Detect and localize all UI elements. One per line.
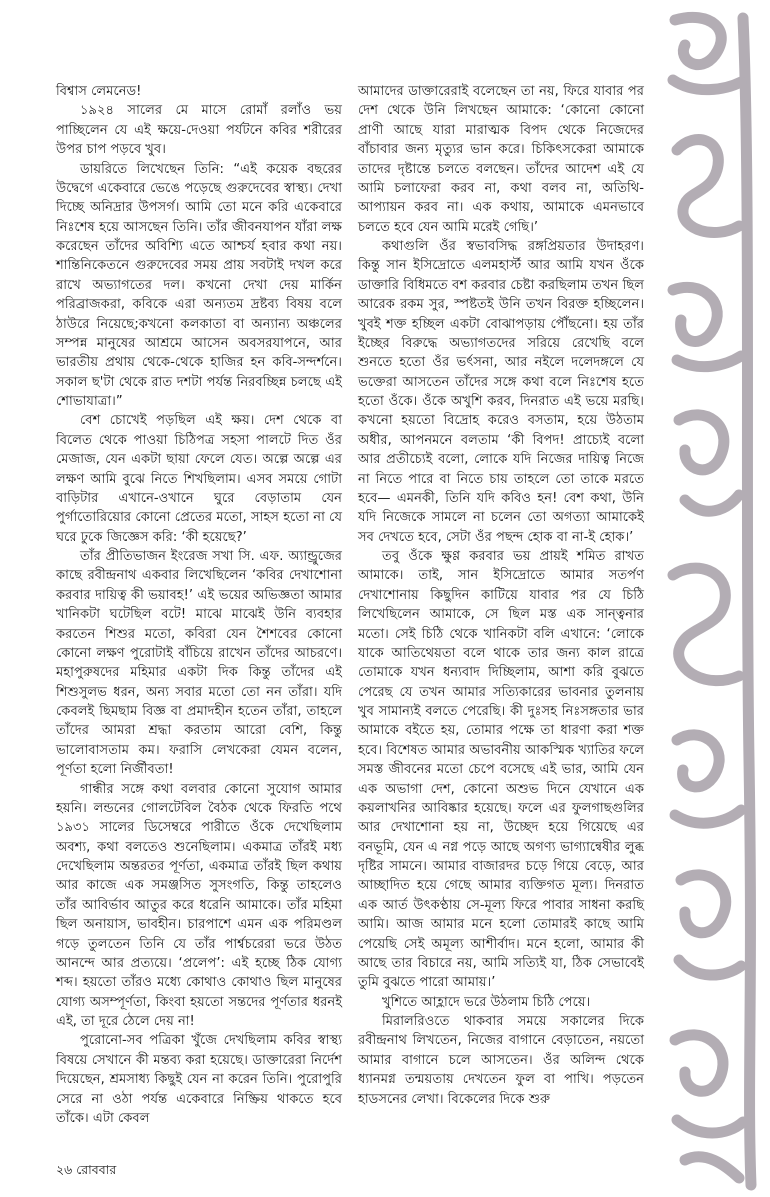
article-column-right bbox=[358, 82, 644, 1109]
paragraph: পুরোনো-সব পত্রিকা খুঁজে দেখছিলাম কবির স্বাস্থ্য বিষয়ে সেখানে কী মন্তব্য করা হয়েছে। ডাক্তারেরা নির্দেশ দিয়েছেন, শ্রমসাধ্য কিছুই যেন না করেন তিনি। পুরোপুরি সেরে না ওঠা পর্যন্ত একেবারে নিষ্ক্রিয় থাকতে হবে তাঁকে। এটা কেবল bbox=[56, 1033, 342, 1126]
paragraph: খুশিতে আহ্লাদে ভরে উঠলাম চিঠি পেয়ে। bbox=[382, 994, 591, 1010]
paragraph: তবু ওঁকে ক্ষুণ্ণ করবার ভয় প্রায়ই শমিত রাখত আমাকে। তাই, সান ইসিদ্রোতে আমার সতর্পণ দেখাশোনায় কিছুদিন কাটিয়ে যাবার পর যে চিঠি লিখেছিলেন আমাকে, সে ছিল মস্ত এক সান্ত্বনার মতো। সেই চিঠি থেকে খানিকটা বলি এখানে: ‘লোকে যাকে আতিথেয়তা বলে থাকে তার জন্য কাল রাত্রে তোমাকে যখন ধন্যবাদ দিচ্ছিলাম, আশা করি বুঝতে পেরেছ যে তখন আমার সত্যিকারের ভাবনার তুলনায় খুব সামান্যই বলতে পেরেছি। কী দুঃসহ নিঃসঙ্গতার ভার আমাকে বইতে হয়, তোমার পক্ষে তা ধারণা করা শক্ত হবে। বিশেষত আমার অভাবনীয় আকস্মিক খ্যাতির ফলে সমস্ত জীবনের মতো চেপে বসেছে এই ভার, আমি যেন এক অভাগা দেশ, কোনো অশুভ দিনে যেখানে এক কয়লাখনির আবিষ্কার হয়েছে। ফলে এর ফুলগাছগুলির আর দেখাশোনা হয় না, উচ্ছেদ হয়ে গিয়েছে এর বনভূমি, যেন এ নগ্ন পড়ে আছে অগণ্য ভাগ্যান্বেষীর লুব্ধ দৃষ্টির সামনে। আমার বাজারদর চড়ে গিয়ে বেড়ে, আর আচ্ছাদিত হয়ে গেছে আমার ব্যক্তিগত মূল্য। দিনরাত এক আর্ত উৎকণ্ঠায় সে-মূল্য ফিরে পাবার সাধনা করছি আমি। আজ আমার মনে হলো তোমারই কাছে আমি পেয়েছি সেই অমূল্য আশীর্বাদ। মনে হলো, আমার কী আছে তার বিচারে নয়, আমি সত্যিই যা, ঠিক সেভাবেই তুমি বুঝতে পারো আমায়।’ bbox=[358, 549, 644, 991]
handwritten-script-decoration-icon bbox=[655, 0, 770, 1197]
paragraph: আমাদের ডাক্তারেরাই বলেছেন তা নয়, ফিরে যাবার পর দেশ থেকে উনি লিখছেন আমাকে: ‘কোনো কোনো প্রাণী আছে যারা মারাত্মক বিপদ থেকে নিজেদের বাঁচাবার জন্য মৃত্যুর ভান করে। চিকিৎসকেরা আমাকে তাদের দৃষ্টান্তে চলতে বলছেন। তাঁদের আদেশ এই যে আমি চলাফেরা করব না, কথা বলব না, অতিথি-আপ্যায়ন করব না। এক কথায়, আমাকে এমনভাবে চলতে হবে যেন আমি মরেই গেছি।’ bbox=[358, 84, 644, 235]
paragraph: ১৯২৪ সালের মে মাসে রোমাঁ রলাঁও ভয় পাচ্ছিলেন যে এই ক্ষয়ে-দেওয়া পর্যটনে কবির শরীরের উপর চাপ পড়বে খুব। bbox=[56, 103, 342, 158]
paragraph: গান্ধীর সঙ্গে কথা বলবার কোনো সুযোগ আমার হয়নি। লন্ডনের গোলটেবিল বৈঠক থেকে ফিরতি পথে ১৯৩১ সালের ডিসেম্বরে পারীতে ওঁকে দেখেছিলাম অবশ্য, কথা বলতেও শুনেছিলাম। একমাত্র তাঁরই মধ্য দেখেছিলাম অন্তরতর পূর্ণতা, একমাত্র তাঁরই ছিল কথায় আর কাজে এক সমঞ্জসিত সুসংগতি, কিন্তু তাহলেও তাঁর আবির্ভাব আতুর করে ধরেনি আমাকে। তাঁর মহিমা ছিল অনায়াস, ভাবহীন। চারপাশে এমন এক পরিমণ্ডল গড়ে তুলতেন তিনি যে তাঁর পার্শ্বচরেরা ভরে উঠত আনন্দে আর প্রত্যয়ে। ‘প্রলেপ’: এই হচ্ছে ঠিক যোগ্য শব্দ। হয়তো তাঁরও মধ্যে কোথাও কোথাও ছিল মানুষের যোগ্য অসম্পূর্ণতা, কিংবা হয়তো সন্তদের পূর্ণতার ধরনই এই, তা দূরে ঠেলে দেয় না! bbox=[56, 781, 342, 1029]
paragraph: বেশ চোখেই পড়ছিল এই ক্ষয়। দেশ থেকে বা বিলেত থেকে পাওয়া চিঠিপত্র সহসা পালটে দিত ওঁর মেজাজ, যেন একটা ছায়া ফেলে যেত। অল্পে অল্পে এর লক্ষণ আমি বুঝে নিতে শিখছিলাম। এসব সময়ে গোটা বাড়িটার এখানে-ওখানে ঘুরে বেড়াতাম যেন পুর্গাতোরিয়োর কোনো প্রেতের মতো, সাহস হতো না যে ঘরে ঢুকে জিজ্ঞেস করি: ‘কী হয়েছে?’ bbox=[56, 413, 342, 545]
page-footer: ২৬ রোববার bbox=[56, 1162, 117, 1177]
paragraph: কথাগুলি ওঁর স্বভাবসিদ্ধ রঙ্গপ্রিয়তার উদাহরণ। কিন্তু সান ইসিদ্রোতে এলমহার্স্ট আর আমি যখন ওঁকে ডাক্তারি বিধিমতে বশ করবার চেষ্টা করছিলাম তখন ছিল আরেক রকম সুর, স্পষ্টতই উনি তখন বিরক্ত হচ্ছিলেন। খুবই শক্ত হচ্ছিল একটা বোঝাপড়ায় পৌঁছনো। হয় তাঁর ইচ্ছের বিরুদ্ধে অভ্যাগতদের সরিয়ে রেখেছি বলে শুনতে হতো ওঁর ভর্ৎসনা, আর নইলে দলেদঙ্গলে যে ভক্তেরা আসতেন তাঁদের সঙ্গে কথা বলে নিঃশেষ হতে হতো ওঁকে। ওঁকে অখুশি করব, দিনরাত এই ভয়ে মরছি। কখনো হয়তো বিদ্রোহ করেও বসতাম, হয়ে উঠতাম অধীর, আপনমনে বলতাম ‘কী বিপদ! প্রাচ্যেই বলো আর প্রতীচ্যেই বলো, লোকে যদি নিজের দায়িত্ব নিজে না নিতে পারে বা নিতে চায় তাহলে তো তাকে মরতে হবে— এমনকী, তিনি যদি কবিও হন! বেশ কথা, উনি যদি নিজেকে সামলে না চলেন তো অগত্যা আমাকেই সব দেখতে হবে, সেটা ওঁর পছন্দ হোক বা না-ই হোক।’ bbox=[358, 239, 644, 545]
article-column-left bbox=[56, 82, 342, 1128]
paragraph: ডায়রিতে লিখেছেন তিনি: “এই কয়েক বছরের উদ্বেগে একেবারে ভেঙে পড়েছে গুরুদেবের স্বাস্থ্য। দেখা দিচ্ছে অনিদ্রার উপসর্গ। আমি তো মনে করি একেবারে নিঃশেষ হয়ে আসছেন তিনি। তাঁর জীবনযাপন যাঁরা লক্ষ করেছেন তাঁদের অবিশ্যি এতে আশ্চর্য হবার কথা নয়। শান্তিনিকেতনে গুরুদেবের সময় প্রায় সবটাই দখল করে রাখে অভ্যাগতের দল। কখনো দেখা দেয় মার্কিন পরিব্রাজকরা, কবিকে এরা অন্যতম দ্রষ্টব্য বিষয় বলে ঠাউরে নিয়েছে;কখনো কলকাতা বা অন্যান্য অঞ্চলের সম্পন্ন মানুষের আশ্রমে আসেন অবসরযাপনে, আর ভারতীয় প্রথায় থেকে-থেকে হাজির হন কবি-সন্দর্শনে। সকাল ছ'টা থেকে রাত দশটা পর্যন্ত নিরবচ্ছিন্ন চলছে এই শোভাযাত্রা।” bbox=[56, 161, 342, 409]
paragraph: বিশ্বাস লেমনেড! bbox=[56, 84, 142, 99]
paragraph: তাঁর প্রীতিভাজন ইংরেজ সখা সি. এফ. অ্যান্ড্রুজের কাছে রবীন্দ্রনাথ একবার লিখেছিলেন ‘কবির দেখাশোনা করবার দায়িত্ব কী ভয়াবহ!’ এই ভয়ের অভিজ্ঞতা আমার খানিকটা ঘটেছিল বটে! মাঝে মাঝেই উনি ব্যবহার করতেন শিশুর মতো, কবিরা যেন শৈশবের কোনো কোনো লক্ষণ পুরোটাই বাঁচিয়ে রাখেন তাঁদের আচরণে। মহাপুরুষদের মহিমার একটা দিক কিন্তু তাঁদের এই শিশুসুলভ ধরন, অন্য সবার মতো তো নন তাঁরা। যদি কেবলই ছিমছাম বিজ্ঞ বা প্রমাদহীন হতেন তাঁরা, তাহলে তাঁদের আমরা শ্রদ্ধা করতাম আরো বেশি, কিন্তু ভালোবাসতাম কম। ফরাসি লেখকেরা যেমন বলেন, পূর্ণতা হলো নির্জীবতা! bbox=[56, 549, 342, 778]
paragraph: মিরালরিওতে থাকবার সময়ে সকালের দিকে রবীন্দ্রনাথ লিখতেন, নিজের বাগানে বেড়াতেন, নয়তো আমার বাগানে চলে আসতেন। ওঁর অলিন্দ থেকে ধ্যানমগ্ন তন্ময়তায় দেখতেন ফুল বা পাখি। পড়তেন হাডসনের লেখা। বিকেলের দিকে শুরু bbox=[358, 1014, 644, 1107]
